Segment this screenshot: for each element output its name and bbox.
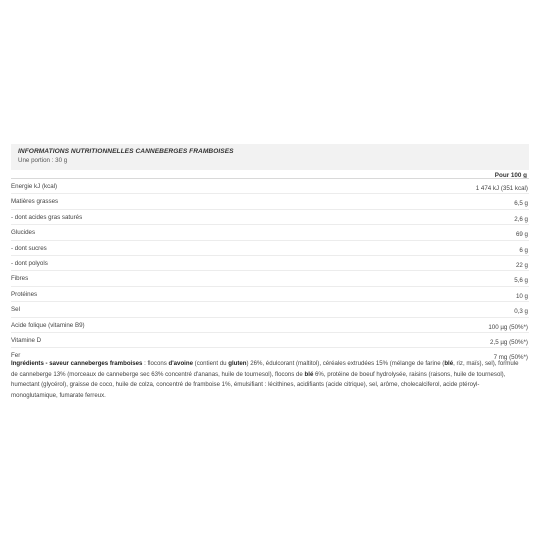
nutrient-label: Sel	[11, 306, 20, 314]
nutrient-value: 0,3 g	[514, 308, 528, 316]
allergen-wheat: blé	[444, 360, 454, 367]
table-row	[11, 317, 529, 332]
ingredients-part: : flocons	[142, 360, 169, 367]
nutrient-value: 1 474 kJ (351 kcal)	[475, 185, 528, 192]
allergen-gluten: gluten	[228, 360, 247, 367]
portion-size: Une portion : 30 g	[18, 157, 68, 164]
nutrient-value: 2,6 g	[514, 215, 528, 223]
nutrient-value: 5,6 g	[514, 277, 528, 285]
nutrient-value: 6 g	[519, 246, 528, 254]
allergen-wheat: blé	[304, 370, 314, 378]
nutrition-panel	[11, 144, 529, 399]
table-row	[11, 255, 529, 270]
table-row	[11, 301, 529, 316]
nutrition-table	[11, 178, 529, 363]
nutrient-label: Glucides	[11, 229, 36, 237]
column-header-per-100g: Pour 100 g	[494, 172, 527, 179]
ingredients-part: (contient du	[192, 360, 229, 367]
table-row	[11, 224, 529, 239]
table-row	[11, 193, 529, 208]
nutrient-value: 7 mg (50%*)	[493, 354, 528, 362]
nutrient-label: - dont sucres	[11, 244, 47, 252]
ingredients-part: ) 26%, édulcorant (maltitol), céréales extrudées 15% (mélange de farine (	[246, 360, 445, 367]
nutrient-value: 100 µg (50%*)	[488, 323, 528, 331]
nutrient-label: - dont polyols	[11, 259, 48, 267]
table-row	[11, 178, 529, 193]
nutrient-label: Vitamine D	[11, 336, 42, 344]
nutrient-label: Matières grasses	[11, 198, 59, 206]
nutrient-value: 6,5 g	[514, 200, 528, 208]
table-row	[11, 270, 529, 285]
ingredients-text	[11, 359, 521, 401]
table-row	[11, 209, 529, 224]
nutrient-value: 22 g	[515, 261, 528, 269]
table-row	[11, 332, 529, 347]
nutrient-value: 2,5 µg (50%*)	[490, 338, 528, 346]
nutrient-label: - dont acides gras saturés	[11, 213, 83, 221]
nutrient-label: Energie kJ (kcal)	[11, 183, 58, 190]
table-row	[11, 240, 529, 255]
allergen-oats: d'avoine	[168, 360, 193, 367]
ingredients-heading: Ingrédients - saveur canneberges framboises	[11, 360, 143, 367]
table-row	[11, 286, 529, 301]
nutrient-label: Fer	[11, 352, 21, 360]
nutrient-label: Protéines	[11, 290, 38, 298]
nutrition-title: INFORMATIONS NUTRITIONNELLES CANNEBERGES FRAMBOISES	[18, 148, 234, 155]
ingredients-part: 6%, protéine de boeuf hydrolysée, raisins (raisons, huile de tournesol), humectant (glycérol), graisse de coco, huile de colza, concentré de framboise 1%, émulsifiant : lécithines, acidifiants (acide citrique), sel, arôme, cholecalciferol, acide ptéroyl-monoglutamique, fumarate ferreux.	[11, 370, 506, 399]
nutrient-value: 10 g	[515, 292, 528, 300]
ingredients-part: , riz, maïs), sel), formule de canneberge 13% (morceaux de canneberge sec 63% concentré d'ananas, huile de tournesol), flocons de	[11, 360, 519, 378]
nutrient-value: 69 g	[515, 231, 528, 239]
nutrient-label: Fibres	[11, 275, 29, 283]
nutrient-label: Acide folique (vitamine B9)	[11, 321, 85, 329]
nutrition-header	[11, 144, 529, 170]
